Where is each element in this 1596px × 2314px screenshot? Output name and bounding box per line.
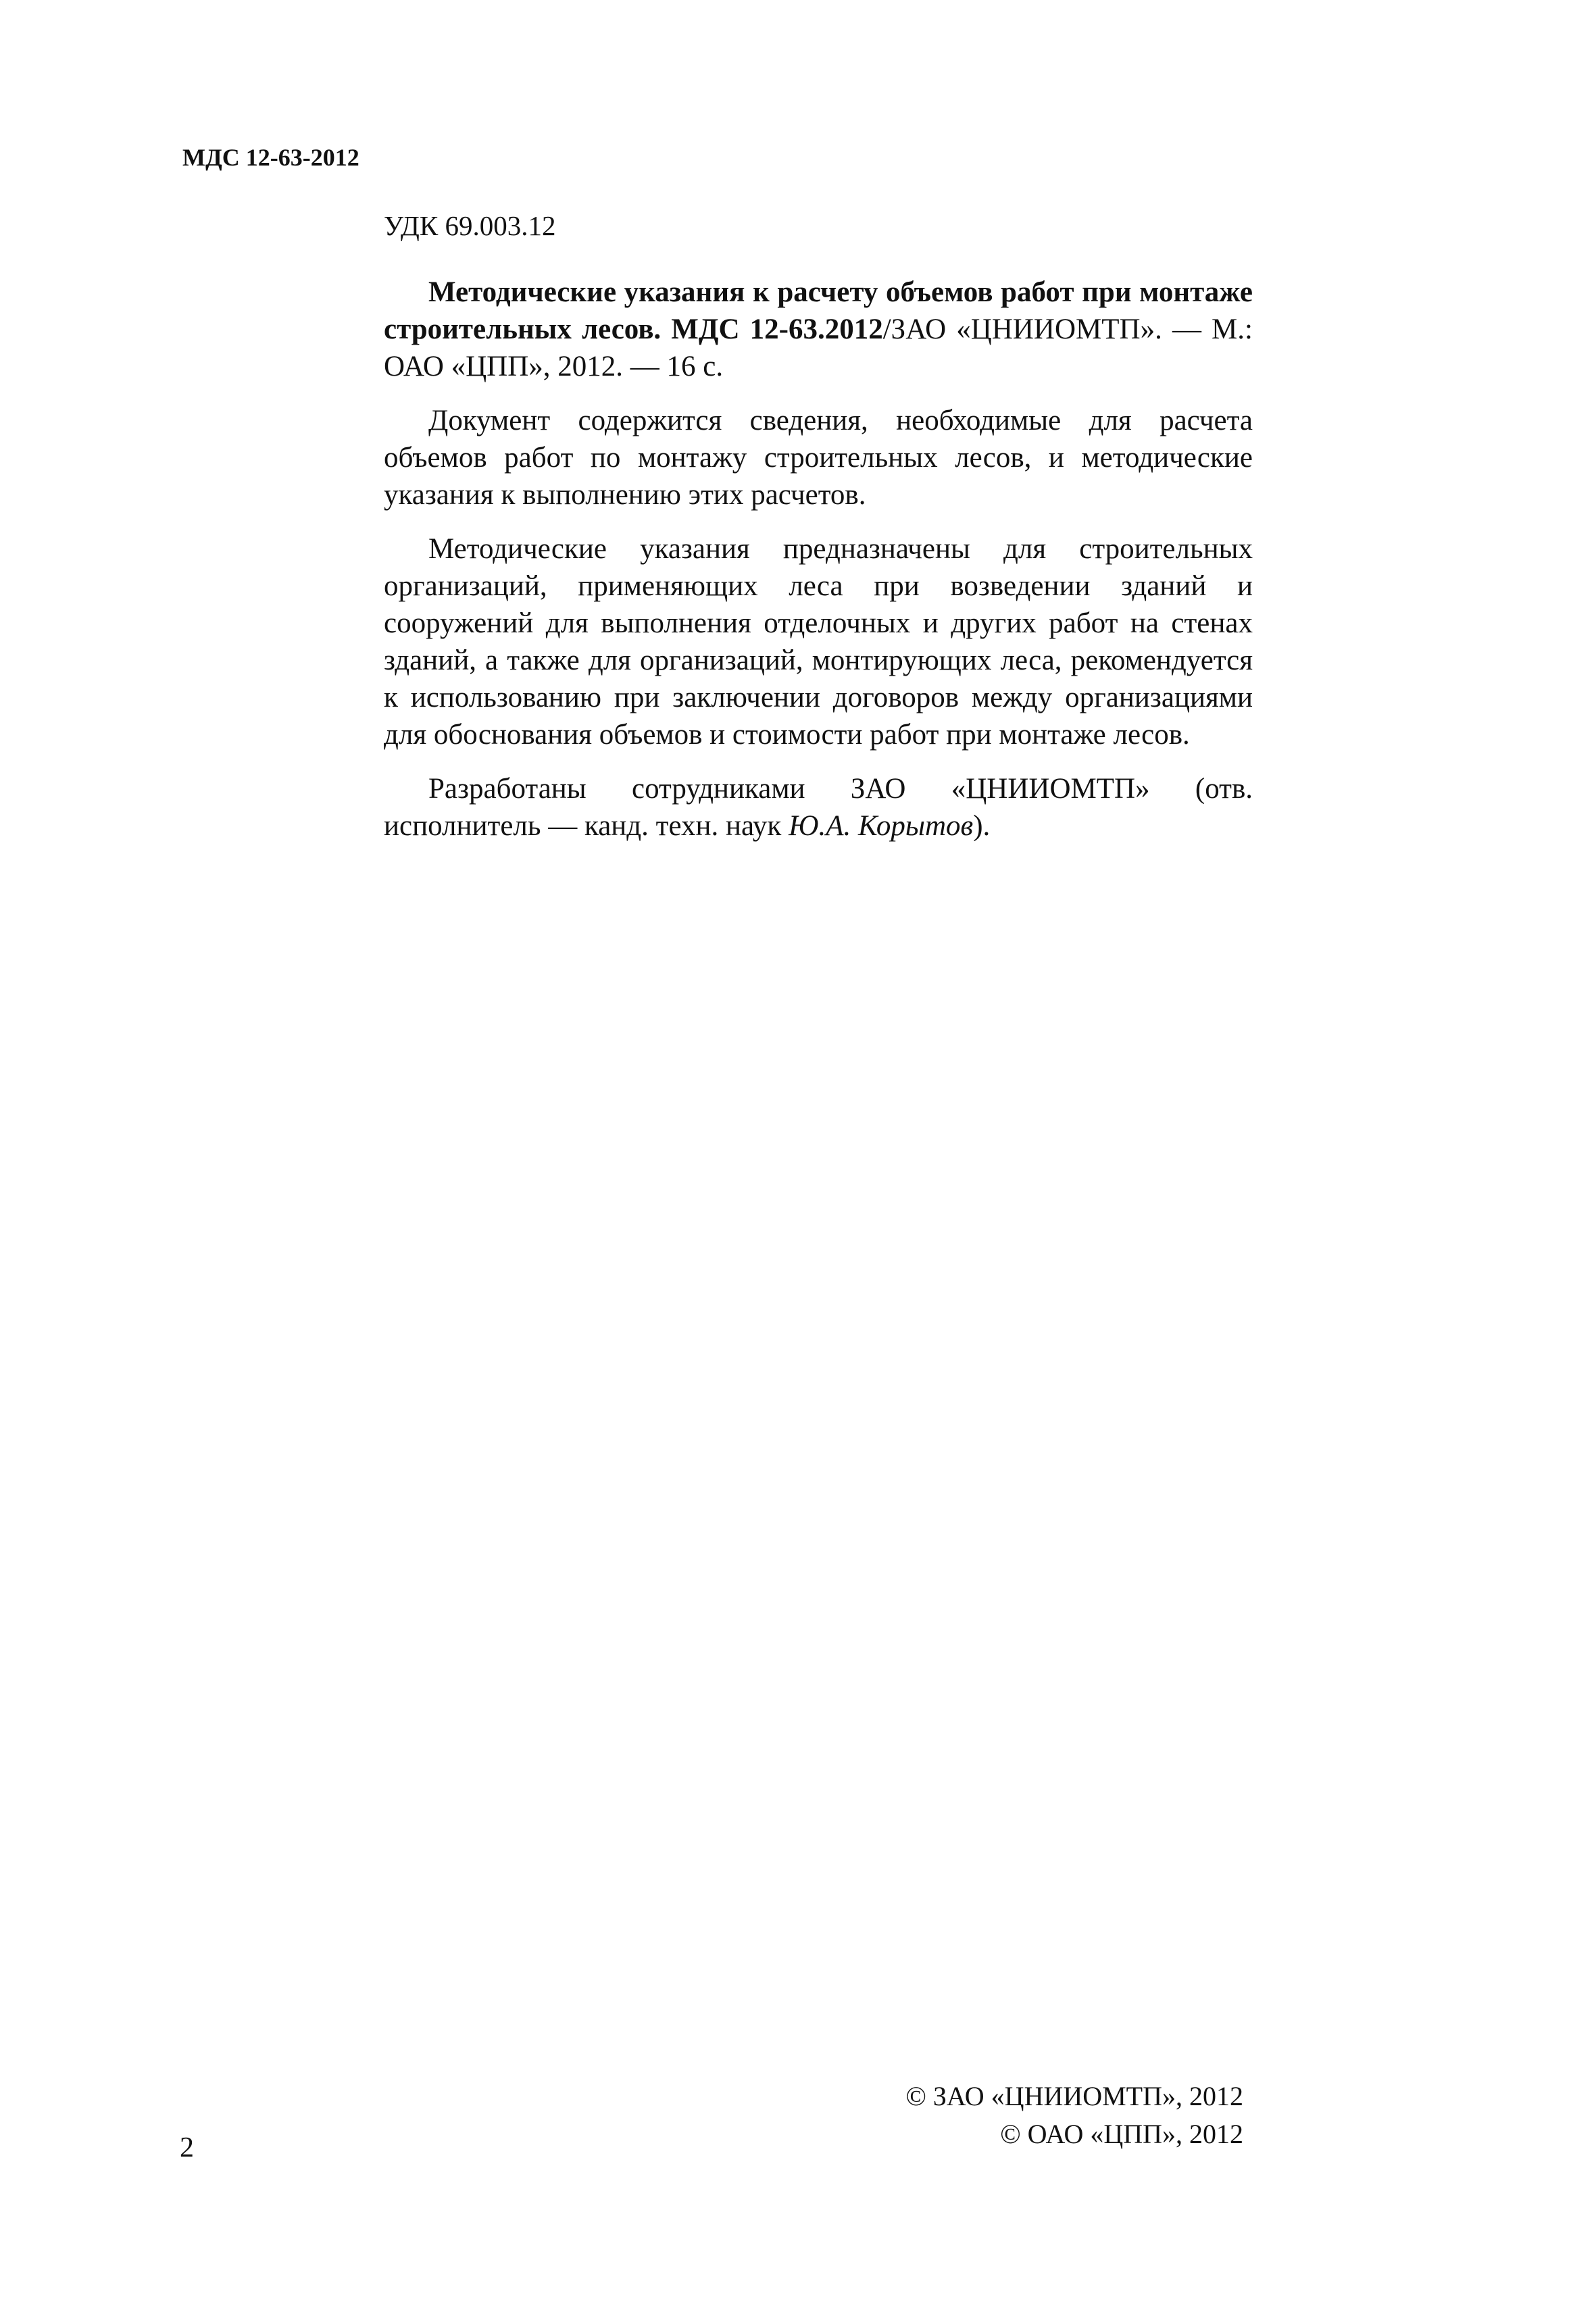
developers-end: ). (973, 810, 991, 842)
copyright-line: © ОАО «ЦПП», 2012 (1000, 2119, 1243, 2149)
developers-text: Разработаны сотрудниками ЗАО «ЦНИИОМТП» (отв. исполнитель — канд. техн. наук (384, 773, 1253, 842)
main-text (384, 274, 1253, 861)
purpose-paragraph: Методические указания предназначены для строительных организаций, применяющих леса при возведении зданий и сооружений для выполнения отделочных и других работ на стенах зданий, а также для организаций, монтирующих леса, рекомендуется к использованию при заключении договоров между организациями для обоснования объемов и стоимости работ при монтаже лесов. (384, 533, 1253, 751)
description-paragraph: Документ содержится сведения, необходимые для расчета объемов работ по монтажу строительных лесов, и методические указания к выполнению этих расчетов. (384, 405, 1253, 511)
reference-title: Методические указания к расчету объемов работ при монтаже строительных лесов. МДС 12-63.2012 (384, 276, 1253, 345)
copyright-block (905, 2078, 1243, 2153)
developers-paragraph (384, 770, 1253, 845)
udk-code: УДК 69.003.12 (384, 210, 556, 241)
document-code-header: МДС 12-63-2012 (182, 144, 359, 171)
author-name: Ю.А. Корытов (789, 810, 974, 842)
page-number: 2 (180, 2132, 194, 2163)
bibliographic-reference (384, 274, 1253, 385)
copyright-line: © ЗАО «ЦНИИОМТП», 2012 (905, 2081, 1243, 2111)
reference-publisher: /ЗАО «ЦНИИОМТП». — М.: ОАО «ЦПП», 2012. — 16 с. (384, 313, 1253, 382)
